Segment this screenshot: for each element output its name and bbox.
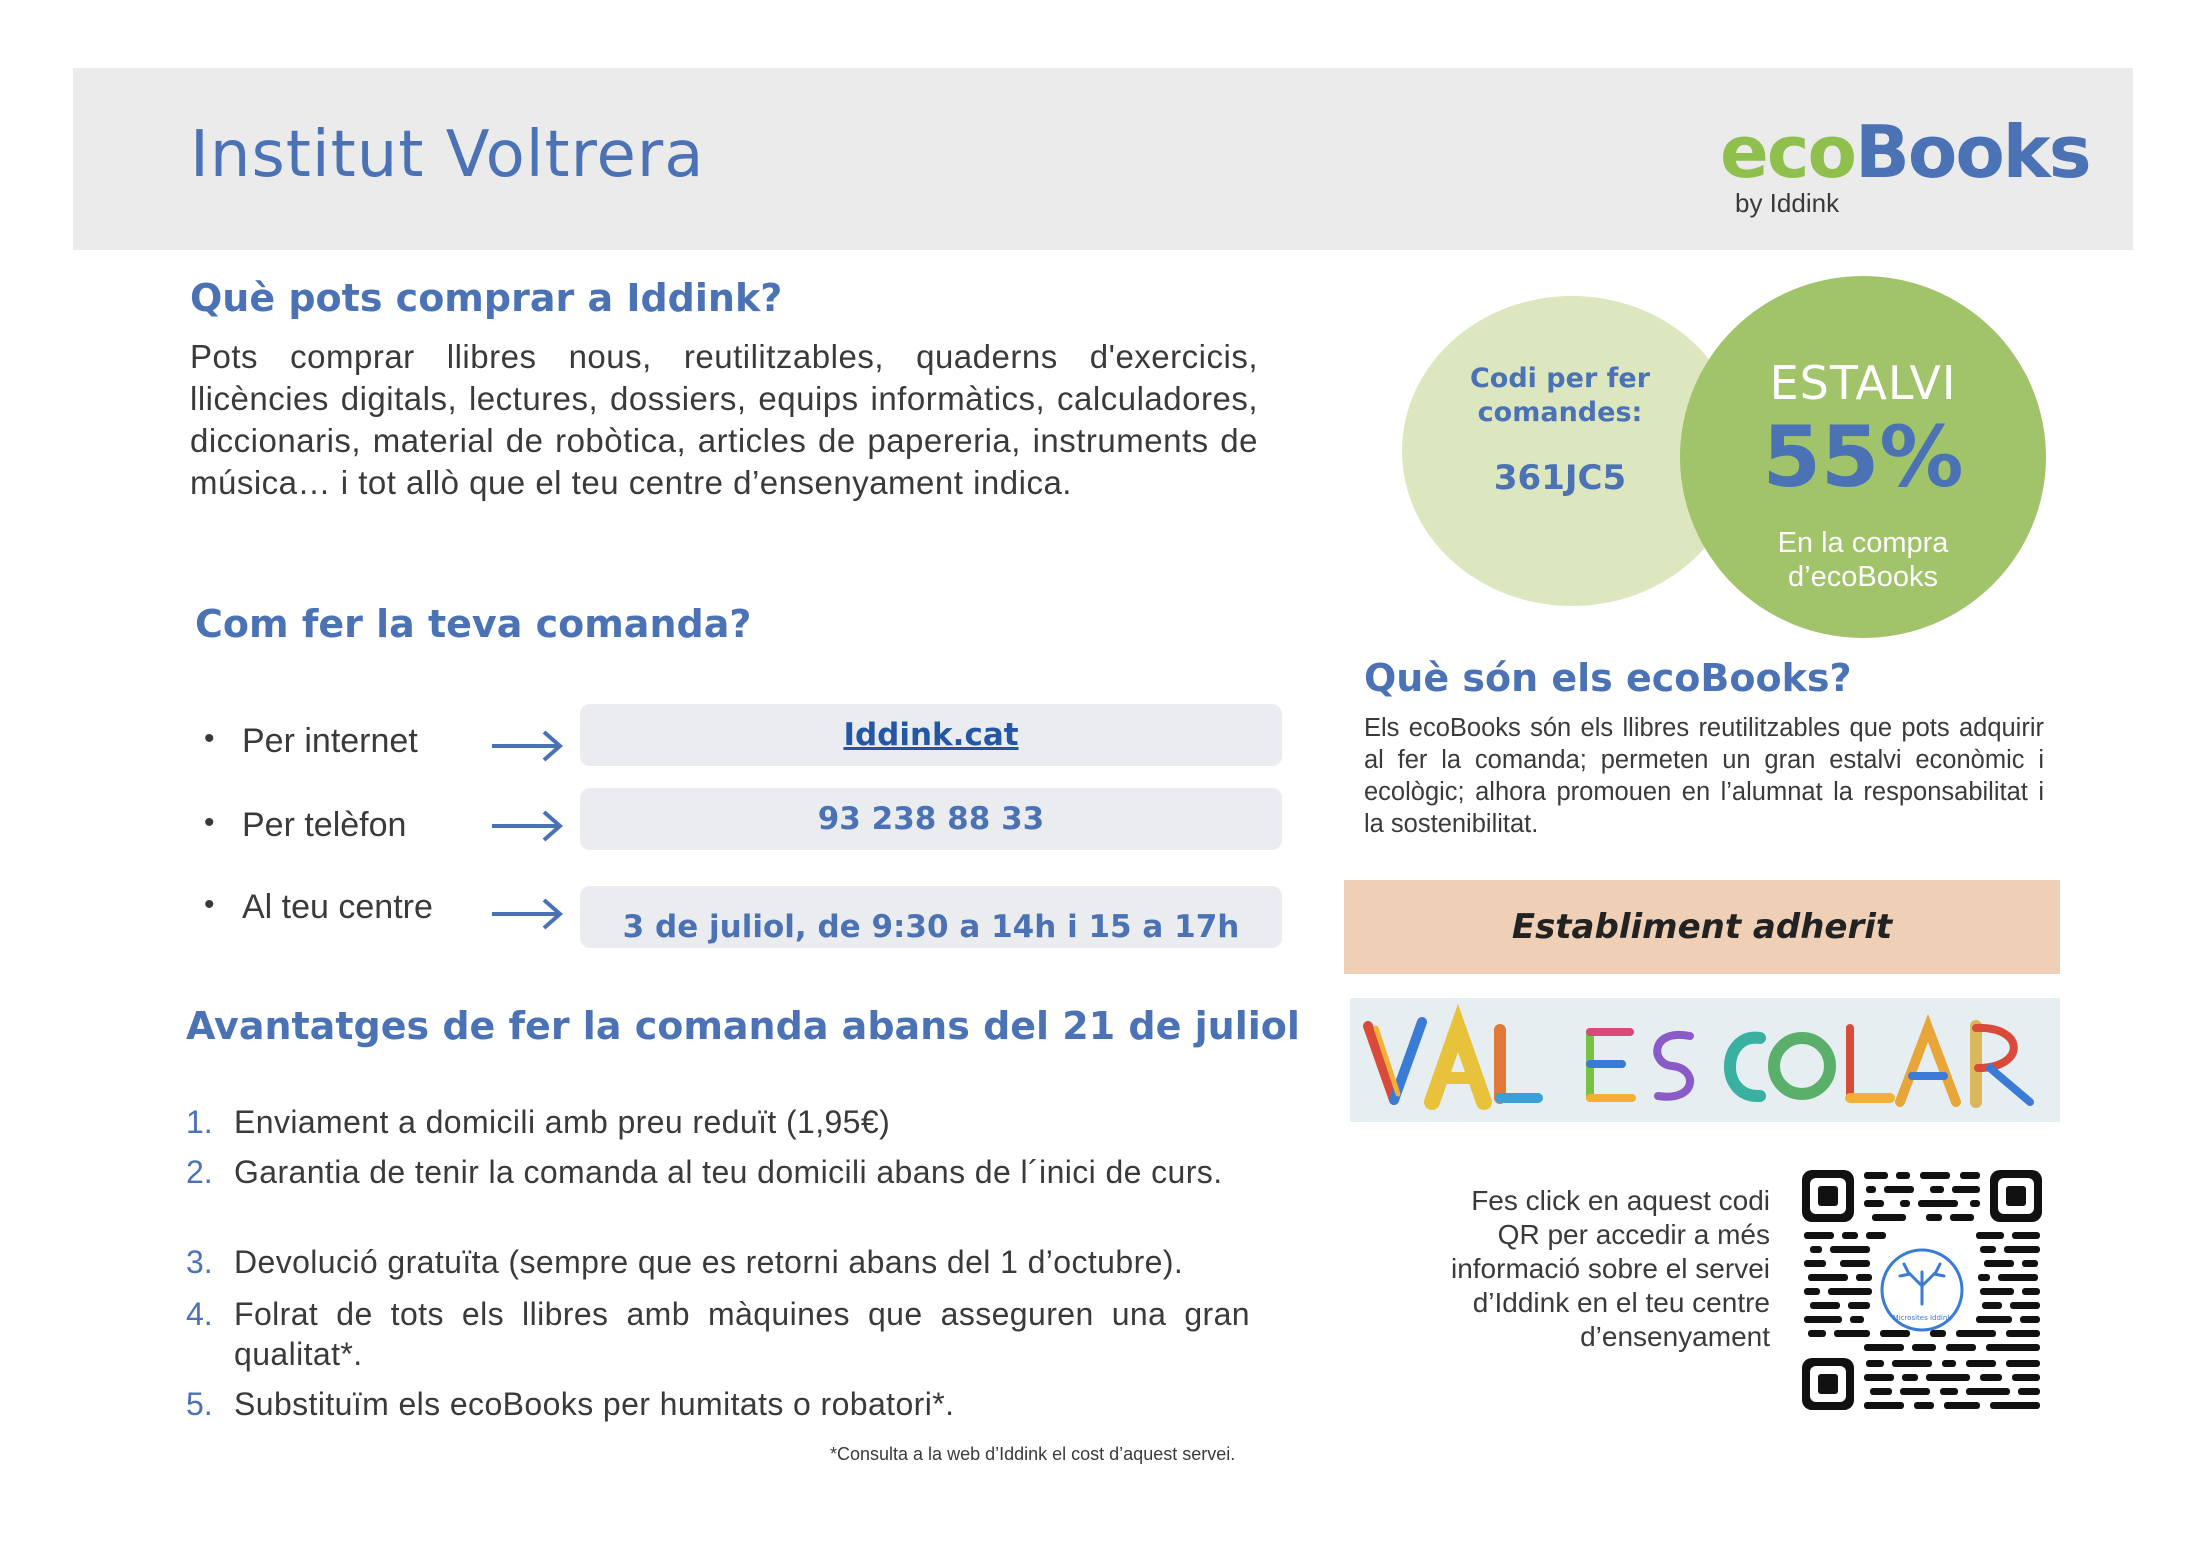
list-text: Enviament a domicili amb preu reduït (1,95€) bbox=[234, 1104, 891, 1140]
logo-tagline: by Iddink bbox=[1735, 188, 1840, 218]
bullet-icon: • bbox=[204, 806, 215, 839]
order-method-label-internet: Per internet bbox=[242, 722, 418, 760]
establishment-banner: Establiment adherit bbox=[1344, 880, 2060, 974]
logo-eco-text: eco bbox=[1720, 110, 1855, 194]
bullet-icon: • bbox=[204, 722, 215, 755]
what-to-buy-text: Pots comprar llibres nous, reutilitzables, quaderns d'exercicis, llicències digitals, lectures, dossiers, equips informàtics, calculadores, diccionaris, material de robòtica, articles de papereria, instruments de música… i tot allò que el teu centre d’ensenyament indica. bbox=[190, 338, 1258, 501]
list-number: 2. bbox=[186, 1154, 213, 1190]
list-number: 3. bbox=[186, 1244, 213, 1280]
list-text: Devolució gratuïta (sempre que es retorni abans del 1 d’octubre). bbox=[234, 1244, 1184, 1280]
school-schedule: 3 de juliol, de 9:30 a 14h i 15 a 17h bbox=[580, 886, 1282, 948]
bullet-icon: • bbox=[204, 888, 215, 921]
list-number: 4. bbox=[186, 1296, 213, 1332]
logo-books-text: Books bbox=[1855, 110, 2090, 194]
ecobooks-logo bbox=[1720, 110, 2090, 220]
qr-badge-text: Microsites Iddink bbox=[1892, 1314, 1952, 1322]
order-code-value: 361JC5 bbox=[1493, 458, 1627, 498]
arrow-right-icon bbox=[490, 728, 564, 764]
list-number: 5. bbox=[186, 1386, 213, 1422]
list-text: Garantia de tenir la comanda al teu domicili abans de l´inici de curs. bbox=[234, 1154, 1223, 1190]
qr-code-icon[interactable] bbox=[1800, 1168, 2044, 1412]
phone-number: 93 238 88 33 bbox=[580, 788, 1282, 850]
savings-value: 55% bbox=[1762, 408, 1964, 506]
what-to-buy-heading: Què pots comprar a Iddink? bbox=[190, 276, 783, 320]
page-title: Institut Voltrera bbox=[190, 118, 705, 192]
list-text: Folrat de tots els llibres amb màquines que asseguren una gran qualitat*. bbox=[234, 1296, 1250, 1372]
order-method-label-school: Al teu centre bbox=[242, 888, 433, 926]
val-escolar-banner bbox=[1350, 998, 2060, 1122]
arrow-right-icon bbox=[490, 808, 564, 844]
ecobooks-info-heading: Què són els ecoBooks? bbox=[1364, 656, 1852, 700]
val-escolar-illustration bbox=[1350, 998, 2060, 1122]
how-to-order-heading: Com fer la teva comanda? bbox=[195, 602, 752, 646]
list-number: 1. bbox=[186, 1104, 213, 1140]
advantages-heading: Avantatges de fer la comanda abans del 21 de juliol bbox=[186, 1004, 1300, 1048]
qr-description: Fes click en aquest codi QR per accedir a més informació sobre el servei d’Iddink en el teu centre d’ensenyament bbox=[1450, 1185, 1770, 1352]
order-method-label-phone: Per telèfon bbox=[242, 806, 407, 844]
savings-label: ESTALVI bbox=[1769, 356, 1957, 410]
footnote: *Consulta a la web d’Iddink el cost d’aquest servei. bbox=[830, 1444, 1236, 1464]
ecobooks-info-text: Els ecoBooks són els llibres reutilitzables que pots adquirir al fer la comanda; permeten un gran estalvi econòmic i ecològic; alhora promouen en l’alumnat la responsabilitat i la sostenibilitat. bbox=[1364, 714, 2044, 838]
arrow-right-icon bbox=[490, 896, 564, 932]
order-code-label: Codi per fer comandes: bbox=[1469, 363, 1651, 428]
savings-subtext: En la compra d’ecoBooks bbox=[1777, 527, 1949, 593]
list-text: Substituïm els ecoBooks per humitats o robatori*. bbox=[234, 1386, 955, 1422]
website-link[interactable]: Iddink.cat bbox=[580, 704, 1282, 766]
